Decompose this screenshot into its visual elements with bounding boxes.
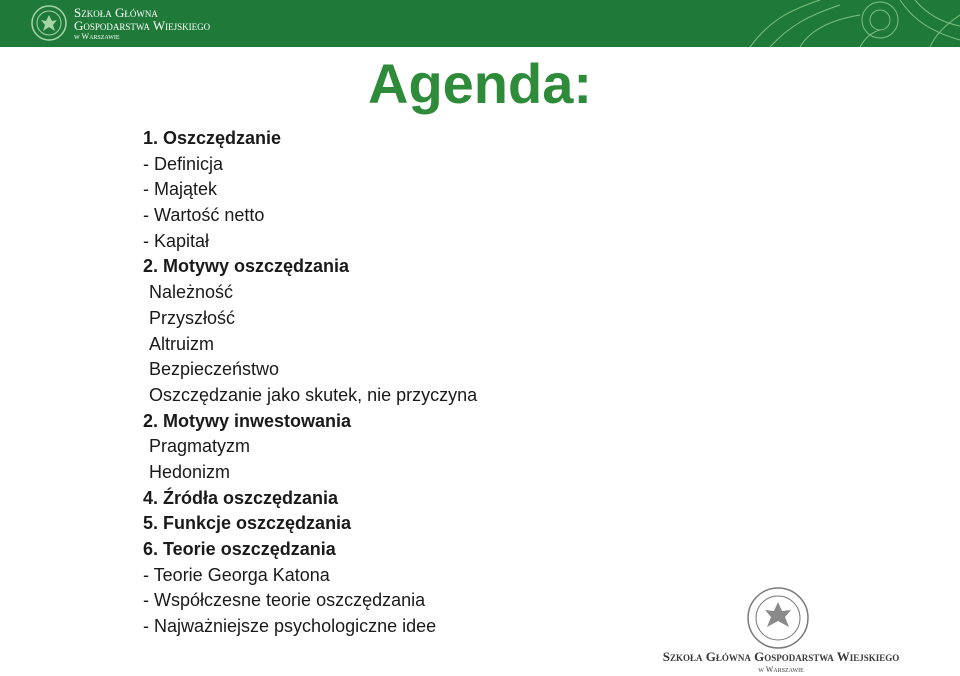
- agenda-item: - Najważniejsze psychologiczne idee: [143, 616, 437, 637]
- university-seal-icon: [746, 586, 810, 650]
- footer-university-name: Szkoła Główna Gospodarstwa Wiejskiego: [662, 649, 900, 664]
- agenda-item: Altruizm: [149, 333, 215, 354]
- header-university-name: [74, 6, 210, 42]
- agenda-item: 6. Teorie oszczędzania: [143, 539, 336, 559]
- agenda-item: - Wartość netto: [143, 205, 265, 226]
- agenda-item: Należność: [149, 282, 234, 303]
- agenda-item: - Teorie Georga Katona: [143, 564, 330, 585]
- agenda-item: - Definicja: [143, 153, 224, 174]
- agenda-list: [143, 126, 477, 640]
- agenda-item: - Współczesne teorie oszczędzania: [143, 590, 426, 611]
- agenda-item: 5. Funkcje oszczędzania: [143, 513, 352, 534]
- agenda-item: - Kapitał: [143, 230, 210, 251]
- agenda-item: Bezpieczeństwo: [149, 359, 280, 380]
- university-emblem-icon: [30, 4, 68, 42]
- agenda-item: 1. Oszczędzanie: [143, 128, 282, 148]
- agenda-item: Pragmatyzm: [149, 436, 251, 457]
- header-name-line2: Gospodarstwa Wiejskiego: [74, 18, 211, 33]
- agenda-item: 2. Motywy oszczędzania: [143, 256, 350, 277]
- agenda-item: 4. Źródła oszczędzania: [143, 487, 339, 508]
- slide-title: Agenda:: [368, 52, 592, 115]
- footer-city: w Warszawie: [758, 665, 804, 674]
- header-bar: [0, 0, 960, 47]
- agenda-item: Hedonizm: [149, 461, 231, 482]
- header-ornament-icon: [740, 0, 960, 47]
- agenda-item: 2. Motywy inwestowania: [143, 410, 352, 431]
- agenda-item: Przyszłość: [149, 307, 236, 328]
- agenda-item: Oszczędzanie jako skutek, nie przyczyna: [149, 384, 478, 405]
- header-name-line3: w Warszawie: [74, 32, 120, 41]
- agenda-item: - Majątek: [143, 179, 218, 200]
- header-name-line1: Szkoła Główna: [74, 5, 158, 20]
